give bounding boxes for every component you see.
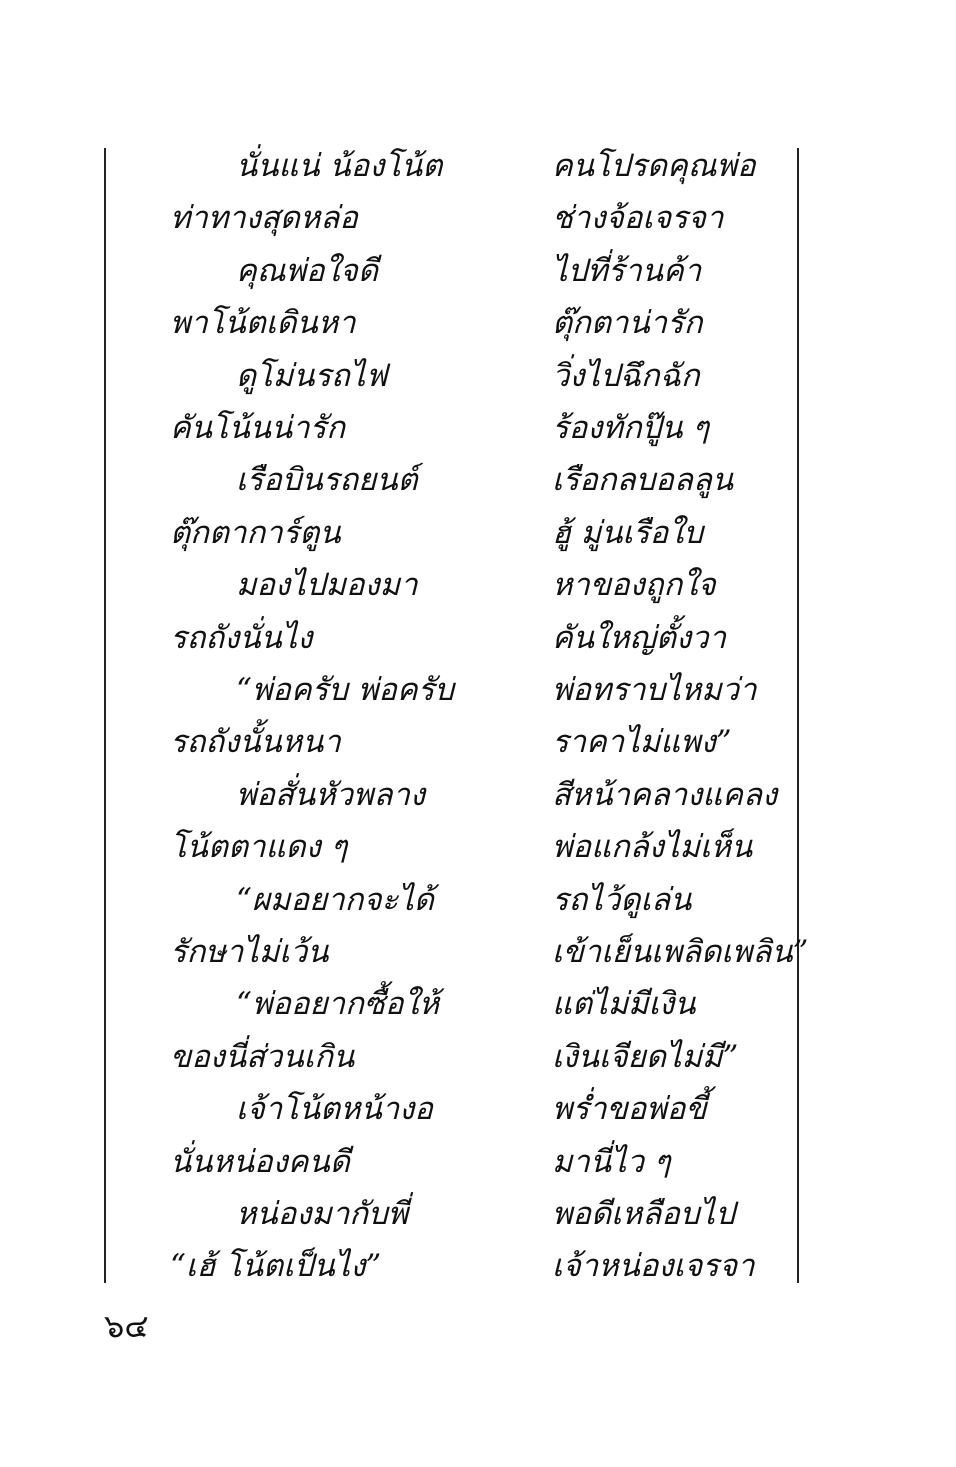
poem-line-left: คุณพ่อใจดี bbox=[236, 253, 378, 289]
page-number: ๖๔ bbox=[104, 1307, 149, 1345]
poem-line-left: โน้ตตาแดง ๆ bbox=[170, 829, 348, 865]
poem-line-right: รถไว้ดูเล่น bbox=[552, 882, 692, 918]
poem-line-left: ดูโม่นรถไฟ bbox=[236, 358, 388, 394]
poem-line-left: คันโน้นน่ารัก bbox=[170, 410, 345, 446]
poem-line-right: เรือกลบอลลูน bbox=[552, 462, 734, 498]
poem-line-left: ท่าทางสุดหล่อ bbox=[170, 200, 358, 236]
poem-line-right: เจ้าหน่องเจรจา bbox=[552, 1248, 755, 1284]
poem-line-right: ราคาไม่แพง” bbox=[552, 724, 732, 760]
poem-line-right: พร่ำขอพ่อขี้ bbox=[552, 1091, 707, 1127]
poem-line-left: “พ่ออยากซื้อให้ bbox=[236, 986, 440, 1022]
poem-line-left: รถถังนั่นไง bbox=[170, 620, 313, 656]
poem-line-right: สีหน้าคลางแคลง bbox=[552, 777, 778, 813]
poem-line-left: พาโน้ตเดินหา bbox=[170, 305, 356, 341]
poem-line-right: ร้องทักปู๊น ๆ bbox=[552, 410, 709, 446]
poem-line-right: ฮู้ มู่นเรือใบ bbox=[552, 515, 704, 551]
poem-line-left: ของนี่ส่วนเกิน bbox=[170, 1039, 355, 1075]
poem-line-right: เข้าเย็นเพลิดเพลิน” bbox=[552, 934, 809, 970]
poem-line-right: ช่างจ้อเจรจา bbox=[552, 200, 724, 236]
poem-line-right: พอดีเหลือบไป bbox=[552, 1196, 735, 1232]
poem-line-left: เรือบินรถยนต์ bbox=[236, 462, 418, 498]
poem-line-left: “เฮ้ โน้ตเป็นไง” bbox=[170, 1248, 382, 1284]
poem-line-left: รักษาไม่เว้น bbox=[170, 934, 329, 970]
poem-line-right: หาของถูกใจ bbox=[552, 567, 716, 603]
poem-line-right: เงินเจียดไม่มี” bbox=[552, 1039, 739, 1075]
poem-line-right: พ่อทราบไหมว่า bbox=[552, 672, 757, 708]
poem-line-left: นั่นหน่องคนดี bbox=[170, 1144, 350, 1180]
right-margin-rule bbox=[797, 148, 799, 1283]
poem-line-left: พ่อสั่นหัวพลาง bbox=[236, 777, 425, 813]
poem-line-left: ตุ๊กตาการ์ตูน bbox=[170, 515, 341, 551]
poem-line-left: มองไปมองมา bbox=[236, 567, 418, 603]
poem-line-left: เจ้าโน้ตหน้างอ bbox=[236, 1091, 433, 1127]
poem-line-right: วิ่งไปฉึกฉัก bbox=[552, 358, 700, 394]
poem-line-right: พ่อแกล้งไม่เห็น bbox=[552, 829, 753, 865]
left-margin-rule bbox=[104, 148, 106, 1283]
poem-line-right: แต่ไม่มีเงิน bbox=[552, 986, 696, 1022]
poem-line-left: หน่องมากับพี่ bbox=[236, 1196, 409, 1232]
poem-line-right: ไปที่ร้านค้า bbox=[552, 253, 702, 289]
poem-line-right: มานี่ไว ๆ bbox=[552, 1144, 671, 1180]
poem-line-right: ตุ๊กตาน่ารัก bbox=[552, 305, 703, 341]
poem-line-right: คนโปรดคุณพ่อ bbox=[552, 148, 756, 184]
poem-line-left: รถถังนั้นหนา bbox=[170, 724, 341, 760]
poem-line-left: นั่นแน่ น้องโน้ต bbox=[236, 148, 443, 184]
poem-line-left: “พ่อครับ พ่อครับ bbox=[236, 672, 454, 708]
poem-line-right: คันใหญ่ตั้งวา bbox=[552, 620, 726, 656]
poem-line-left: “ผมอยากจะได้ bbox=[236, 882, 434, 918]
